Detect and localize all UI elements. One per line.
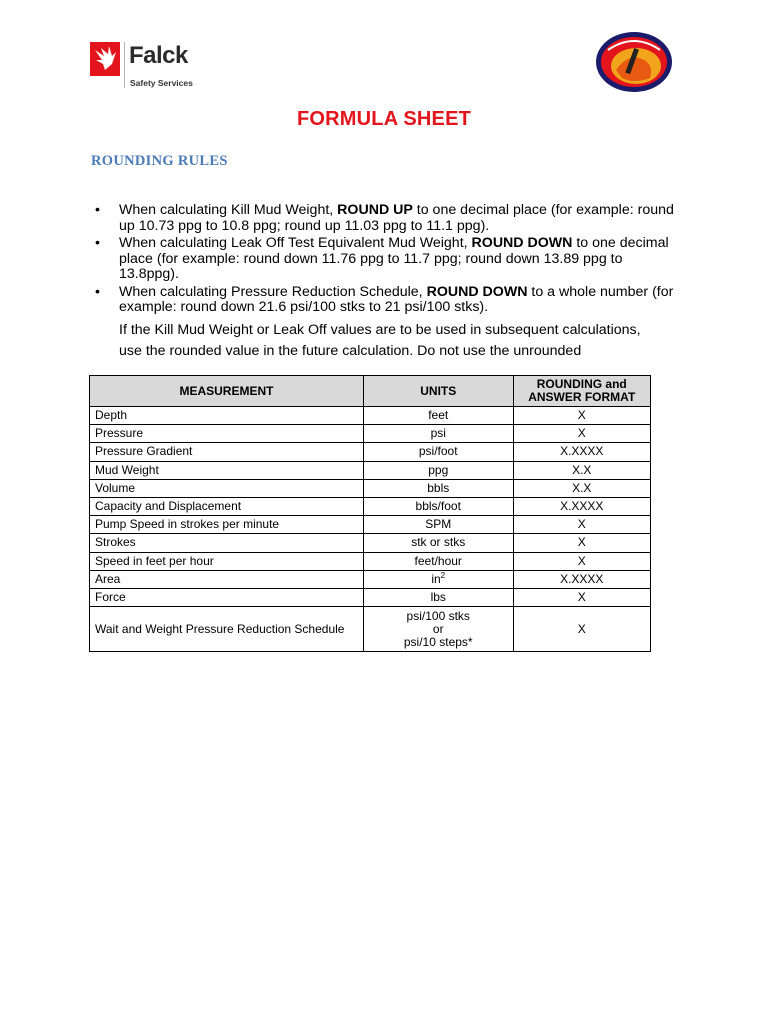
format-cell: X: [513, 607, 651, 652]
header-units: UNITS: [363, 376, 513, 407]
units-cell: bbls/foot: [363, 497, 513, 515]
measurement-cell: Pressure: [90, 425, 364, 443]
format-cell: X: [513, 552, 651, 570]
format-cell: X.XXXX: [513, 443, 651, 461]
units-cell: bbls: [363, 479, 513, 497]
measurement-cell: Strokes: [90, 534, 364, 552]
rounding-format-table: [89, 375, 651, 652]
units-cell: feet/hour: [363, 552, 513, 570]
rule-emphasis: ROUND UP: [337, 202, 413, 218]
rule-text: When calculating Kill Mud Weight,: [119, 202, 338, 218]
measurement-cell: Pump Speed in strokes per minute: [90, 516, 364, 534]
units-cell: psi: [363, 425, 513, 443]
measurement-cell: Wait and Weight Pressure Reduction Schedule: [90, 607, 364, 652]
measurement-cell: Pressure Gradient: [90, 443, 364, 461]
measurement-cell: Mud Weight: [90, 461, 364, 479]
bullet-icon: •: [95, 235, 100, 251]
rule-text: When calculating Pressure Reduction Schedule,: [119, 283, 427, 300]
measurement-cell: Area: [90, 570, 364, 588]
table-row: [90, 552, 651, 570]
format-cell: X: [513, 425, 651, 443]
rounding-rules-list: [95, 203, 675, 318]
rule-emphasis: ROUND DOWN: [471, 235, 573, 251]
measurement-cell: Depth: [90, 407, 364, 425]
rule-item: [95, 203, 675, 234]
rule-text: to a whole number (for example: round down 21.6 psi/100 stks to 21 psi/100 stks).: [119, 283, 674, 315]
bullet-icon: •: [95, 283, 100, 300]
format-cell: X: [513, 516, 651, 534]
units-superscript: 2: [440, 570, 446, 580]
page-title: FORMULA SHEET: [296, 108, 472, 130]
table-row: [90, 588, 651, 606]
format-cell: X.XXXX: [513, 497, 651, 515]
header-rounding: ROUNDING and ANSWER FORMAT: [513, 376, 651, 407]
table-header-row: [90, 376, 651, 407]
section-heading: ROUNDING RULES: [91, 153, 228, 169]
bullet-icon: •: [95, 202, 100, 218]
rule-text: to one decimal place (for example: round up 10.73 ppg to 10.8 ppg; round up 11.03 ppg to 11.1 ppg).: [119, 202, 674, 234]
header-measurement: MEASUREMENT: [90, 376, 364, 407]
table-row: [90, 443, 651, 461]
units-line: psi/100 stks: [406, 608, 470, 623]
measurement-cell: Capacity and Displacement: [90, 497, 364, 515]
units-cell: [363, 607, 513, 652]
units-line: or: [432, 621, 444, 636]
measurement-cell: Volume: [90, 479, 364, 497]
format-cell: X.XXXX: [513, 570, 651, 588]
falck-logo: [90, 40, 200, 92]
units-line: psi/10 steps*: [403, 634, 473, 649]
units-cell: psi/foot: [363, 443, 513, 461]
rule-text: to one decimal place (for example: round down 11.76 ppg to 11.7 ppg; round down 13.89 ppg to 13.8ppg).: [119, 235, 669, 282]
table-row: [90, 516, 651, 534]
halliburton-seal-logo: [594, 30, 674, 94]
note-line-1: If the Kill Mud Weight or Leak Off values are to be used in subsequent calculations,: [119, 322, 641, 338]
format-cell: X.X: [513, 461, 651, 479]
table-row: [90, 479, 651, 497]
table-row: [90, 407, 651, 425]
units-cell: stk or stks: [363, 534, 513, 552]
format-cell: X: [513, 534, 651, 552]
units-cell: lbs: [363, 588, 513, 606]
table-row: [90, 534, 651, 552]
falck-bird-icon: [90, 42, 120, 76]
units-cell: SPM: [363, 516, 513, 534]
table-row: [90, 607, 651, 652]
format-cell: X: [513, 407, 651, 425]
logo-divider: [124, 42, 125, 88]
format-cell: X: [513, 588, 651, 606]
units-cell: feet: [363, 407, 513, 425]
brand-name: Falck: [129, 42, 188, 69]
measurement-cell: Force: [90, 588, 364, 606]
table-row: [90, 461, 651, 479]
rule-emphasis: ROUND DOWN: [426, 283, 528, 300]
units-cell: [363, 570, 513, 588]
format-cell: X.X: [513, 479, 651, 497]
note-line-2: use the rounded value in the future calculation. Do not use the unrounded: [119, 343, 582, 359]
table-row: [90, 497, 651, 515]
rule-text: When calculating Leak Off Test Equivalent Mud Weight,: [119, 235, 472, 251]
rule-item: [95, 236, 675, 283]
units-text: in: [431, 571, 441, 586]
measurement-cell: Speed in feet per hour: [90, 552, 364, 570]
rule-item: [95, 285, 675, 316]
table-row: [90, 570, 651, 588]
brand-subtitle: Safety Services: [130, 78, 193, 88]
units-cell: ppg: [363, 461, 513, 479]
table-row: [90, 425, 651, 443]
